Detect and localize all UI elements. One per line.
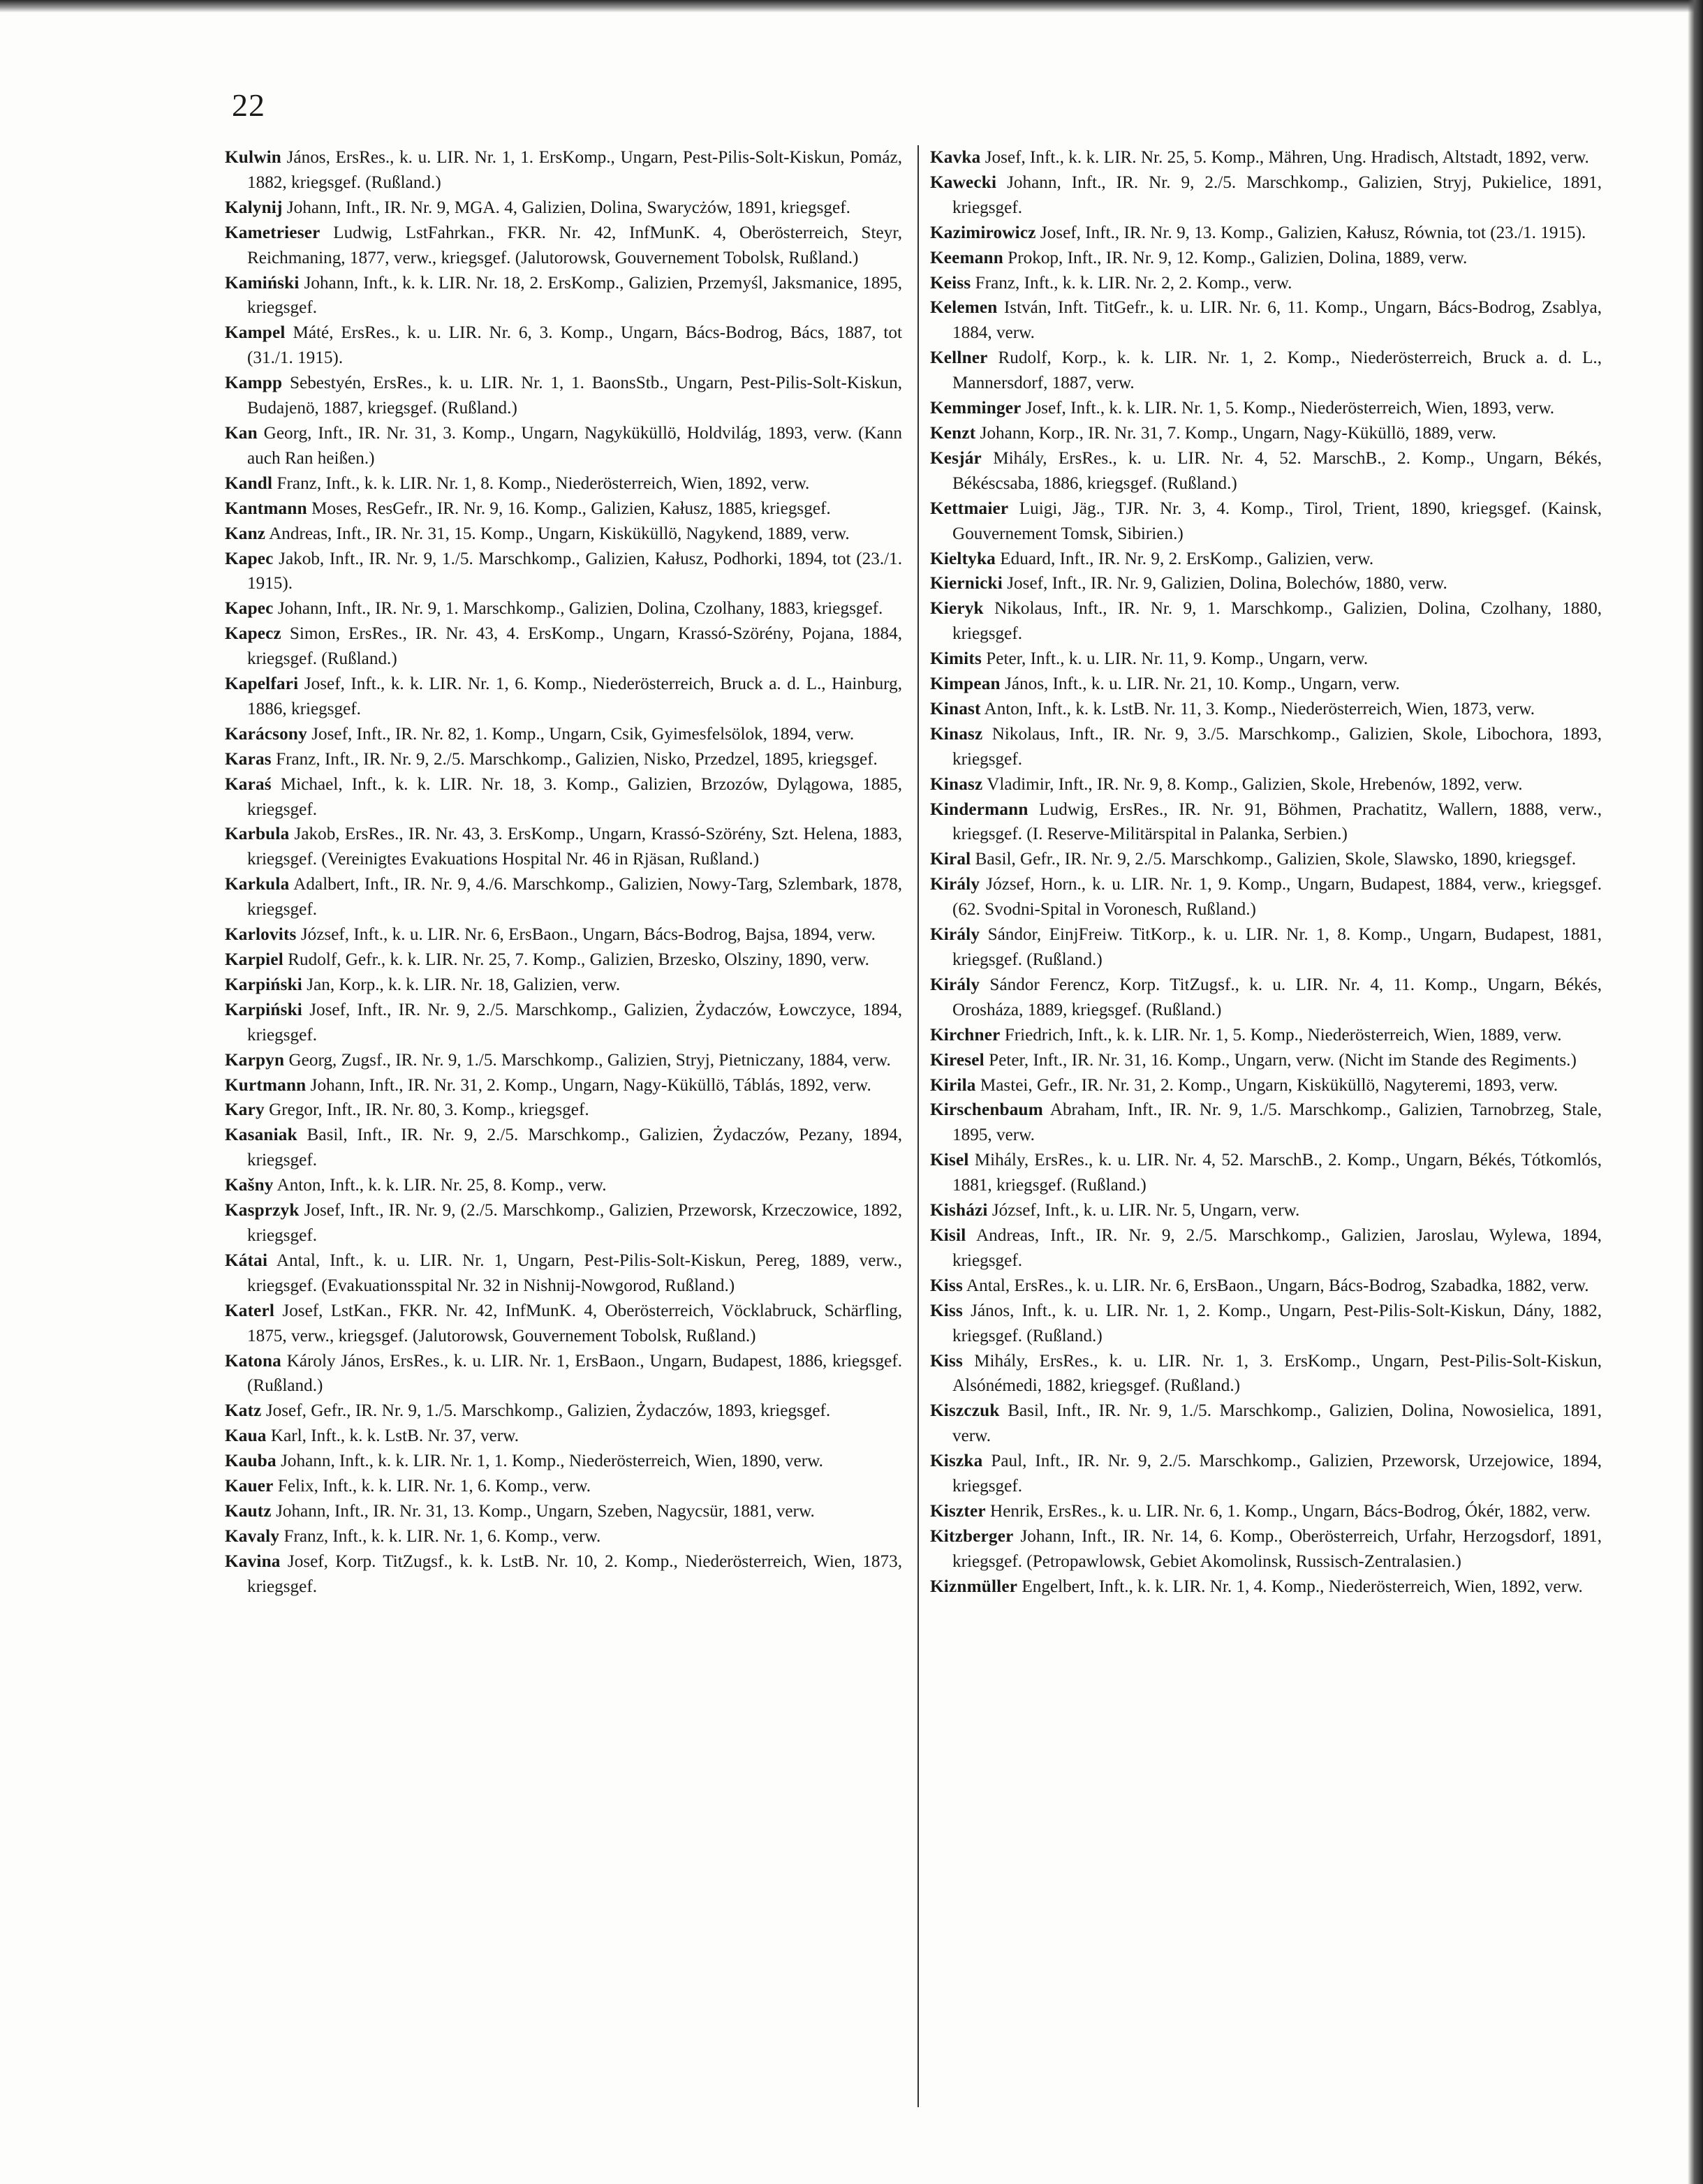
list-entry bbox=[930, 1524, 1602, 1574]
entry-details: József, Horn., k. u. LIR. Nr. 1, 9. Komp., Ungarn, Budapest, 1884, verw., kriegsgef. (62. Svodni-Spital in Voronesch, Rußland.) bbox=[952, 875, 1602, 920]
list-entry bbox=[930, 973, 1602, 1023]
left-column bbox=[225, 145, 902, 1600]
entry-surname: Kirchner bbox=[930, 1025, 1001, 1045]
list-entry bbox=[225, 522, 902, 547]
entry-details: Josef, Inft., k. k. LIR. Nr. 1, 5. Komp., Niederösterreich, Wien, 1893, verw. bbox=[1025, 399, 1555, 418]
list-entry bbox=[930, 672, 1602, 697]
entry-surname: Kautz bbox=[225, 1501, 272, 1521]
entry-surname: Kiral bbox=[930, 850, 971, 869]
entry-details: Gregor, Inft., IR. Nr. 80, 3. Komp., kriegsgef. bbox=[269, 1100, 589, 1120]
entry-surname: Kavina bbox=[225, 1551, 281, 1571]
entry-details: Josef, Inft., IR. Nr. 82, 1. Komp., Ungarn, Csik, Gyimesfelsölok, 1894, verw. bbox=[311, 724, 855, 744]
entry-details: Sebestyén, ErsRes., k. u. LIR. Nr. 1, 1. BaonsStb., Ungarn, Pest-Pilis-Solt-Kiskun, Budajenö, 1887, kriegsgef. (Rußland.) bbox=[247, 374, 902, 418]
list-entry bbox=[930, 1098, 1602, 1148]
entry-surname: Karlovits bbox=[225, 925, 297, 945]
list-entry bbox=[930, 1148, 1602, 1198]
list-entry bbox=[930, 1574, 1602, 1600]
entry-surname: Keiss bbox=[930, 273, 971, 293]
column-divider bbox=[917, 145, 919, 2107]
entry-surname: Kaua bbox=[225, 1426, 267, 1446]
entry-surname: Kiszczuk bbox=[930, 1401, 1000, 1421]
entry-surname: Kapecz bbox=[225, 624, 281, 644]
entry-details: Engelbert, Inft., k. k. LIR. Nr. 1, 4. Komp., Niederösterreich, Wien, 1892, verw. bbox=[1022, 1577, 1583, 1596]
page-number: 22 bbox=[232, 87, 265, 123]
list-entry bbox=[930, 872, 1602, 922]
entry-details: Andreas, Inft., IR. Nr. 9, 2./5. Marschkomp., Galizien, Jaroslau, Wylewa, 1894, kriegsgef. bbox=[952, 1225, 1602, 1270]
entry-details: József, Inft., k. u. LIR. Nr. 5, Ungarn, verw. bbox=[991, 1201, 1300, 1220]
entry-details: Josef, Gefr., IR. Nr. 9, 1./5. Marschkomp., Galizien, Żydaczów, 1893, kriegsgef. bbox=[265, 1401, 831, 1421]
entry-surname: Kisházi bbox=[930, 1201, 988, 1220]
entry-details: Josef, Inft., IR. Nr. 9, Galizien, Dolina, Bolechów, 1880, verw. bbox=[1007, 574, 1447, 593]
entry-surname: Kirila bbox=[930, 1075, 976, 1095]
entry-surname: Kinast bbox=[930, 699, 981, 718]
list-entry bbox=[930, 1299, 1602, 1349]
list-entry bbox=[930, 295, 1602, 346]
entry-details: Jakob, ErsRes., IR. Nr. 43, 3. ErsKomp., Ungarn, Krassó-Szörény, Szt. Helena, 1883, kriegsgef. (Vereinigtes Evakuations Hospital Nr. 46 in Rjäsan, Rußland.) bbox=[247, 825, 902, 869]
entry-surname: Kapec bbox=[225, 549, 274, 568]
entry-details: Karl, Inft., k. k. LstB. Nr. 37, verw. bbox=[270, 1426, 519, 1446]
entry-details: Johann, Inft., k. k. LIR. Nr. 18, 2. ErsKomp., Galizien, Przemyśl, Jaksmanice, 1895, kriegsgef. bbox=[247, 273, 903, 318]
entry-details: Franz, Inft., IR. Nr. 9, 2./5. Marschkomp., Galizien, Nisko, Przedzel, 1895, kriegsgef. bbox=[276, 749, 878, 769]
list-entry bbox=[930, 246, 1602, 271]
list-entry bbox=[930, 271, 1602, 296]
entry-surname: Király bbox=[930, 875, 980, 894]
entry-surname: Kan bbox=[225, 423, 258, 443]
entry-details: Franz, Inft., k. k. LIR. Nr. 1, 8. Komp., Niederösterreich, Wien, 1892, verw. bbox=[277, 473, 810, 493]
entry-surname: Kantmann bbox=[225, 499, 307, 518]
entry-details: Luigi, Jäg., TJR. Nr. 3, 4. Komp., Tirol, Trient, 1890, kriegsgef. (Kainsk, Gouvernement Tomsk, Sibirien.) bbox=[952, 499, 1602, 543]
entry-surname: Kiernicki bbox=[930, 574, 1003, 593]
entry-surname: Kiss bbox=[930, 1276, 963, 1295]
entry-details: Rudolf, Gefr., k. k. LIR. Nr. 25, 7. Komp., Galizien, Brzesko, Olsziny, 1890, verw. bbox=[288, 950, 869, 969]
entry-surname: Kiszka bbox=[930, 1452, 983, 1471]
entry-details: Ludwig, LstFahrkan., FKR. Nr. 42, InfMunK. 4, Oberösterreich, Steyr, Reichmaning, 1877, verw., kriegsgef. (Jalutorowsk, Gouvernement Tobolsk, Rußland.) bbox=[247, 223, 902, 267]
entry-surname: Kapelfari bbox=[225, 674, 299, 694]
entry-details: Moses, ResGefr., IR. Nr. 9, 16. Komp., Galizien, Kałusz, 1885, kriegsgef. bbox=[311, 499, 831, 518]
entry-details: Ludwig, ErsRes., IR. Nr. 91, Böhmen, Prachatitz, Wallern, 1888, verw., kriegsgef. (I. Reserve-Militärspital in Palanka, Serbien.) bbox=[952, 799, 1602, 844]
entry-details: Michael, Inft., k. k. LIR. Nr. 18, 3. Komp., Galizien, Brzozów, Dylągowa, 1885, kriegsgef. bbox=[247, 774, 902, 819]
entry-surname: Kiss bbox=[930, 1301, 963, 1320]
entry-surname: Kieryk bbox=[930, 599, 984, 619]
list-entry bbox=[225, 822, 902, 872]
entry-details: Sándor Ferencz, Korp. TitZugsf., k. u. LIR. Nr. 4, 11. Komp., Ungarn, Békés, Orosháza, 1889, kriegsgef. (Rußland.) bbox=[952, 975, 1602, 1019]
entry-surname: Karpiński bbox=[225, 975, 302, 994]
list-entry bbox=[225, 195, 902, 221]
entry-details: Johann, Inft., IR. Nr. 31, 13. Komp., Ungarn, Szeben, Nagycsür, 1881, verw. bbox=[276, 1501, 815, 1521]
list-entry bbox=[225, 722, 902, 747]
entry-details: Antal, ErsRes., k. u. LIR. Nr. 6, ErsBaon., Ungarn, Bács-Bodrog, Szabadka, 1882, verw. bbox=[966, 1276, 1589, 1295]
entry-details: István, Inft. TitGefr., k. u. LIR. Nr. 6, 11. Komp., Ungarn, Bács-Bodrog, Zsablya, 1884, verw. bbox=[952, 298, 1602, 343]
entry-details: Johann, Inft., k. k. LIR. Nr. 1, 1. Komp., Niederösterreich, Wien, 1890, verw. bbox=[281, 1452, 823, 1471]
list-entry bbox=[930, 1399, 1602, 1449]
list-entry bbox=[225, 922, 902, 947]
list-entry bbox=[930, 421, 1602, 446]
entry-details: Vladimir, Inft., IR. Nr. 9, 8. Komp., Galizien, Skole, Hrebenów, 1892, verw. bbox=[987, 774, 1523, 794]
entry-surname: Kavka bbox=[930, 148, 981, 167]
entry-details: Basil, Gefr., IR. Nr. 9, 2./5. Marschkomp., Galizien, Skole, Slawsko, 1890, kriegsgef. bbox=[975, 850, 1577, 869]
entry-details: Károly János, ErsRes., k. u. LIR. Nr. 1, ErsBaon., Ungarn, Budapest, 1886, kriegsgef. (Rußland.) bbox=[247, 1351, 903, 1396]
entry-surname: Katz bbox=[225, 1401, 262, 1421]
list-entry bbox=[225, 1173, 902, 1198]
entry-surname: Karkula bbox=[225, 875, 290, 894]
right-column bbox=[930, 145, 1602, 1600]
list-entry bbox=[930, 1223, 1602, 1274]
entry-surname: Kimpean bbox=[930, 674, 1001, 694]
list-entry bbox=[225, 747, 902, 772]
entry-surname: Kinasz bbox=[930, 774, 983, 794]
list-entry bbox=[930, 396, 1602, 421]
list-entry bbox=[930, 722, 1602, 772]
entry-details: Jan, Korp., k. k. LIR. Nr. 18, Galizien, verw. bbox=[307, 975, 621, 994]
entry-surname: Kampp bbox=[225, 374, 283, 393]
entry-details: Antal, Inft., k. u. LIR. Nr. 1, Ungarn, Pest-Pilis-Solt-Kiskun, Pereg, 1889, verw., kriegsgef. (Evakuationsspital Nr. 32 in Nishnij-Nowgorod, Rußland.) bbox=[247, 1250, 902, 1295]
entry-details: Johann, Korp., IR. Nr. 31, 7. Komp., Ungarn, Nagy-Küküllö, 1889, verw. bbox=[980, 423, 1496, 443]
entry-details: Josef, Inft., IR. Nr. 9, 2./5. Marschkomp., Galizien, Żydaczów, Łowczyce, 1894, kriegsgef. bbox=[247, 1000, 903, 1045]
entry-surname: Kellner bbox=[930, 348, 988, 368]
entry-surname: Kimits bbox=[930, 649, 982, 669]
list-entry bbox=[225, 1349, 902, 1399]
entry-details: Josef, Korp. TitZugsf., k. k. LstB. Nr. 10, 2. Komp., Niederösterreich, Wien, 1873, kriegsgef. bbox=[247, 1551, 902, 1596]
entry-details: Felix, Inft., k. k. LIR. Nr. 1, 6. Komp., verw. bbox=[277, 1477, 591, 1496]
entry-surname: Katerl bbox=[225, 1301, 275, 1320]
list-entry bbox=[225, 1449, 902, 1474]
list-entry bbox=[930, 647, 1602, 672]
entry-surname: Kulwin bbox=[225, 148, 281, 167]
list-entry bbox=[225, 1399, 902, 1424]
entry-surname: Kiss bbox=[930, 1351, 963, 1371]
entry-surname: Kavaly bbox=[225, 1526, 280, 1546]
list-entry bbox=[930, 1073, 1602, 1098]
list-entry bbox=[225, 1549, 902, 1600]
entry-surname: Kiznmüller bbox=[930, 1577, 1018, 1596]
entry-details: Henrik, ErsRes., k. u. LIR. Nr. 6, 1. Komp., Ungarn, Bács-Bodrog, Ókér, 1882, verw. bbox=[990, 1501, 1591, 1521]
entry-surname: Kesjár bbox=[930, 448, 982, 468]
entry-surname: Kauba bbox=[225, 1452, 277, 1471]
entry-surname: Kasprzyk bbox=[225, 1201, 300, 1220]
entry-surname: Kiresel bbox=[930, 1050, 985, 1070]
entry-details: Nikolaus, Inft., IR. Nr. 9, 1. Marschkomp., Galizien, Dolina, Czolhany, 1880, kriegsgef. bbox=[952, 599, 1602, 644]
entry-surname: Kasaniak bbox=[225, 1126, 297, 1145]
entry-surname: Kenzt bbox=[930, 423, 976, 443]
entry-surname: Kašny bbox=[225, 1176, 274, 1195]
list-entry bbox=[225, 1123, 902, 1173]
list-entry bbox=[225, 1424, 902, 1449]
entry-details: Eduard, Inft., IR. Nr. 9, 2. ErsKomp., Galizien, verw. bbox=[1000, 549, 1374, 568]
entry-details: Georg, Zugsf., IR. Nr. 9, 1./5. Marschkomp., Galizien, Stryj, Pietniczany, 1884, verw. bbox=[288, 1050, 891, 1070]
entry-details: Nikolaus, Inft., IR. Nr. 9, 3./5. Marschkomp., Galizien, Skole, Libochora, 1893, kriegsgef. bbox=[952, 724, 1602, 769]
list-entry bbox=[930, 346, 1602, 396]
entry-surname: Kisil bbox=[930, 1225, 966, 1245]
list-entry bbox=[225, 271, 902, 321]
entry-details: János, Inft., k. u. LIR. Nr. 21, 10. Komp., Ungarn, verw. bbox=[1005, 674, 1400, 694]
entry-details: Anton, Inft., k. k. LIR. Nr. 25, 8. Komp., verw. bbox=[277, 1176, 607, 1195]
entry-surname: Karácsony bbox=[225, 724, 307, 744]
entry-details: Johann, Inft., IR. Nr. 14, 6. Komp., Oberösterreich, Urfahr, Herzogsdorf, 1891, kriegsgef. (Petropawlowsk, Gebiet Akomolinsk, Russisch-Zentralasien.) bbox=[952, 1526, 1602, 1571]
entry-details: Peter, Inft., k. u. LIR. Nr. 11, 9. Komp., Ungarn, verw. bbox=[986, 649, 1369, 669]
entry-surname: Kanz bbox=[225, 524, 266, 543]
entry-details: Franz, Inft., k. k. LIR. Nr. 1, 6. Komp., verw. bbox=[283, 1526, 601, 1546]
scan-edge-right bbox=[1688, 0, 1703, 2184]
entry-details: Simon, ErsRes., IR. Nr. 43, 4. ErsKomp., Ungarn, Krassó-Szörény, Pojana, 1884, kriegsgef. (Rußland.) bbox=[247, 624, 902, 669]
list-entry bbox=[225, 1248, 902, 1299]
entry-surname: Kisel bbox=[930, 1151, 969, 1170]
entry-surname: Kazimirowicz bbox=[930, 223, 1036, 242]
entry-details: Johann, Inft., IR. Nr. 9, 1. Marschkomp., Galizien, Dolina, Czolhany, 1883, kriegsgef. bbox=[277, 599, 883, 619]
list-entry bbox=[225, 621, 902, 672]
entry-surname: Király bbox=[930, 925, 980, 945]
entry-details: Josef, Inft., k. k. LIR. Nr. 1, 6. Komp., Niederösterreich, Bruck a. d. L., Hainburg, 1886, kriegsgef. bbox=[247, 674, 903, 718]
list-entry bbox=[930, 547, 1602, 572]
entry-details: Paul, Inft., IR. Nr. 9, 2./5. Marschkomp., Galizien, Przeworsk, Urzejowice, 1894, kriegsgef. bbox=[952, 1452, 1602, 1496]
entry-surname: Kamiński bbox=[225, 273, 300, 293]
entry-details: Prokop, Inft., IR. Nr. 9, 12. Komp., Galizien, Dolina, 1889, verw. bbox=[1008, 248, 1468, 267]
entry-details: János, Inft., k. u. LIR. Nr. 1, 2. Komp., Ungarn, Pest-Pilis-Solt-Kiskun, Dány, 1882, kriegsgef. (Rußland.) bbox=[952, 1301, 1602, 1345]
entry-surname: Kemminger bbox=[930, 399, 1022, 418]
entry-details: Johann, Inft., IR. Nr. 31, 2. Komp., Ungarn, Nagy-Küküllö, Táblás, 1892, verw. bbox=[310, 1075, 871, 1095]
list-entry bbox=[930, 697, 1602, 722]
entry-surname: Karas bbox=[225, 749, 272, 769]
entry-surname: Kieltyka bbox=[930, 549, 996, 568]
list-entry bbox=[930, 446, 1602, 496]
entry-details: Josef, Inft., k. k. LIR. Nr. 25, 5. Komp., Mähren, Ung. Hradisch, Altstadt, 1892, verw. bbox=[985, 148, 1589, 167]
list-entry bbox=[225, 547, 902, 597]
entry-surname: Kary bbox=[225, 1100, 265, 1120]
list-entry bbox=[225, 471, 902, 496]
entry-details: Basil, Inft., IR. Nr. 9, 1./5. Marschkomp., Galizien, Dolina, Nowosielica, 1891, verw. bbox=[952, 1401, 1602, 1446]
entry-details: Andreas, Inft., IR. Nr. 31, 15. Komp., Ungarn, Kisküküllö, Nagykend, 1889, verw. bbox=[269, 524, 850, 543]
entry-details: Mihály, ErsRes., k. u. LIR. Nr. 4, 52. MarschB., 2. Komp., Ungarn, Békés, Tótkomlós, 1881, kriegsgef. (Rußland.) bbox=[952, 1151, 1602, 1195]
list-entry bbox=[225, 1198, 902, 1248]
entry-surname: Karpiński bbox=[225, 1000, 302, 1019]
list-entry bbox=[225, 496, 902, 522]
list-entry bbox=[225, 1299, 902, 1349]
list-entry bbox=[225, 320, 902, 371]
entry-details: Abraham, Inft., IR. Nr. 9, 1./5. Marschkomp., Galizien, Tarnobrzeg, Stale, 1895, verw. bbox=[952, 1100, 1602, 1145]
entry-details: János, ErsRes., k. u. LIR. Nr. 1, 1. ErsKomp., Ungarn, Pest-Pilis-Solt-Kiskun, Pomáz, 1882, kriegsgef. (Rußland.) bbox=[247, 148, 903, 192]
list-entry bbox=[930, 1023, 1602, 1048]
entry-details: Anton, Inft., k. k. LstB. Nr. 11, 3. Komp., Niederösterreich, Wien, 1873, verw. bbox=[984, 699, 1535, 718]
list-entry bbox=[225, 371, 902, 421]
entry-surname: Kawecki bbox=[930, 172, 997, 192]
list-entry bbox=[930, 596, 1602, 647]
list-entry bbox=[930, 1048, 1602, 1073]
scan-edge-top bbox=[0, 0, 1703, 13]
entry-surname: Király bbox=[930, 975, 980, 994]
entry-surname: Kinasz bbox=[930, 724, 983, 744]
list-entry bbox=[930, 170, 1602, 221]
list-entry bbox=[930, 221, 1602, 246]
entry-surname: Kampel bbox=[225, 323, 286, 343]
entry-details: Mihály, ErsRes., k. u. LIR. Nr. 1, 3. ErsKomp., Ungarn, Pest-Pilis-Solt-Kiskun, Alsónémedi, 1882, kriegsgef. (Rußland.) bbox=[952, 1351, 1602, 1396]
entry-details: Josef, Inft., IR. Nr. 9, 13. Komp., Galizien, Kałusz, Równia, tot (23./1. 1915). bbox=[1040, 223, 1586, 242]
list-entry bbox=[225, 872, 902, 922]
entry-surname: Kátai bbox=[225, 1250, 268, 1270]
list-entry bbox=[225, 1098, 902, 1123]
entry-details: Johann, Inft., IR. Nr. 9, MGA. 4, Galizien, Dolina, Swarycżów, 1891, kriegsgef. bbox=[286, 198, 850, 217]
entry-surname: Karbula bbox=[225, 825, 290, 844]
entry-details: József, Inft., k. u. LIR. Nr. 6, ErsBaon., Ungarn, Bács-Bodrog, Bajsa, 1894, verw. bbox=[300, 925, 876, 945]
list-entry bbox=[930, 847, 1602, 872]
entry-surname: Katona bbox=[225, 1351, 281, 1371]
entry-surname: Kelemen bbox=[930, 298, 998, 318]
entry-details: Rudolf, Korp., k. k. LIR. Nr. 1, 2. Komp., Niederösterreich, Bruck a. d. L., Mannersdorf, 1887, verw. bbox=[952, 348, 1602, 393]
entry-surname: Kitzberger bbox=[930, 1526, 1014, 1546]
list-entry bbox=[930, 1449, 1602, 1499]
list-entry bbox=[225, 1474, 902, 1499]
entry-surname: Kandl bbox=[225, 473, 273, 493]
entry-details: Josef, Inft., IR. Nr. 9, (2./5. Marschkomp., Galizien, Przeworsk, Krzeczowice, 1892, kriegsgef. bbox=[247, 1201, 903, 1245]
entry-surname: Karaś bbox=[225, 774, 272, 794]
list-entry bbox=[930, 772, 1602, 797]
list-entry bbox=[930, 496, 1602, 547]
entry-surname: Kindermann bbox=[930, 799, 1029, 819]
entry-details: Máté, ErsRes., k. u. LIR. Nr. 6, 3. Komp., Ungarn, Bács-Bodrog, Bács, 1887, tot (31./1. 1915). bbox=[247, 323, 902, 368]
entry-details: Peter, Inft., IR. Nr. 31, 16. Komp., Ungarn, verw. (Nicht im Stande des Regiments.) bbox=[989, 1050, 1577, 1070]
entry-surname: Kauer bbox=[225, 1477, 274, 1496]
entry-details: Jakob, Inft., IR. Nr. 9, 1./5. Marschkomp., Galizien, Kałusz, Podhorki, 1894, tot (23./1. 1915). bbox=[247, 549, 903, 593]
list-entry bbox=[225, 1524, 902, 1549]
list-entry bbox=[225, 1073, 902, 1098]
entry-details: Sándor, EinjFreiw. TitKorp., k. u. LIR. Nr. 1, 8. Komp., Ungarn, Budapest, 1881, kriegsgef. (Rußland.) bbox=[952, 925, 1602, 969]
list-entry bbox=[225, 421, 902, 471]
list-entry bbox=[225, 145, 902, 195]
entry-surname: Kametrieser bbox=[225, 223, 320, 242]
list-entry bbox=[930, 1274, 1602, 1299]
list-entry bbox=[225, 973, 902, 998]
list-entry bbox=[225, 947, 902, 973]
entry-details: Basil, Inft., IR. Nr. 9, 2./5. Marschkomp., Galizien, Żydaczów, Pezany, 1894, kriegsgef. bbox=[247, 1126, 903, 1170]
list-entry bbox=[930, 145, 1602, 170]
list-entry bbox=[225, 1499, 902, 1524]
entry-surname: Kalynij bbox=[225, 198, 283, 217]
entry-surname: Kapec bbox=[225, 599, 274, 619]
entry-surname: Kiszter bbox=[930, 1501, 986, 1521]
entry-details: Mastei, Gefr., IR. Nr. 31, 2. Komp., Ungarn, Kisküküllö, Nagyteremi, 1893, verw. bbox=[980, 1075, 1558, 1095]
list-entry bbox=[225, 1048, 902, 1073]
entry-details: Josef, LstKan., FKR. Nr. 42, InfMunK. 4, Oberösterreich, Vöcklabruck, Schärfling, 1875, verw., kriegsgef. (Jalutorowsk, Gouvernement Tobolsk, Rußland.) bbox=[247, 1301, 903, 1345]
entry-details: Georg, Inft., IR. Nr. 31, 3. Komp., Ungarn, Nagyküküllö, Holdvilág, 1893, verw. (Kann auch Ran heißen.) bbox=[247, 423, 903, 468]
list-entry bbox=[930, 1198, 1602, 1223]
list-entry bbox=[930, 571, 1602, 596]
list-entry bbox=[225, 672, 902, 722]
list-entry bbox=[930, 1499, 1602, 1524]
entry-surname: Keemann bbox=[930, 248, 1003, 267]
list-entry bbox=[930, 797, 1602, 848]
entry-surname: Karpyn bbox=[225, 1050, 285, 1070]
entry-surname: Karpiel bbox=[225, 950, 283, 969]
entry-details: Franz, Inft., k. k. LIR. Nr. 2, 2. Komp., verw. bbox=[975, 273, 1292, 293]
list-entry bbox=[930, 922, 1602, 973]
entry-details: Adalbert, Inft., IR. Nr. 9, 4./6. Marschkomp., Galizien, Nowy-Targ, Szlembark, 1878, kriegsgef. bbox=[247, 875, 902, 920]
list-entry bbox=[225, 772, 902, 822]
list-entry bbox=[225, 998, 902, 1048]
list-entry bbox=[930, 1349, 1602, 1399]
list-entry bbox=[225, 221, 902, 271]
list-entry bbox=[225, 596, 902, 621]
entry-surname: Kettmaier bbox=[930, 499, 1009, 518]
entry-surname: Kirschenbaum bbox=[930, 1100, 1043, 1120]
entry-details: Friedrich, Inft., k. k. LIR. Nr. 1, 5. Komp., Niederösterreich, Wien, 1889, verw. bbox=[1004, 1025, 1562, 1045]
entry-surname: Kurtmann bbox=[225, 1075, 307, 1095]
entry-details: Johann, Inft., IR. Nr. 9, 2./5. Marschkomp., Galizien, Stryj, Pukielice, 1891, kriegsgef. bbox=[952, 172, 1602, 217]
entry-details: Mihály, ErsRes., k. u. LIR. Nr. 4, 52. MarschB., 2. Komp., Ungarn, Békés, Békéscsaba, 1886, kriegsgef. (Rußland.) bbox=[952, 448, 1602, 493]
